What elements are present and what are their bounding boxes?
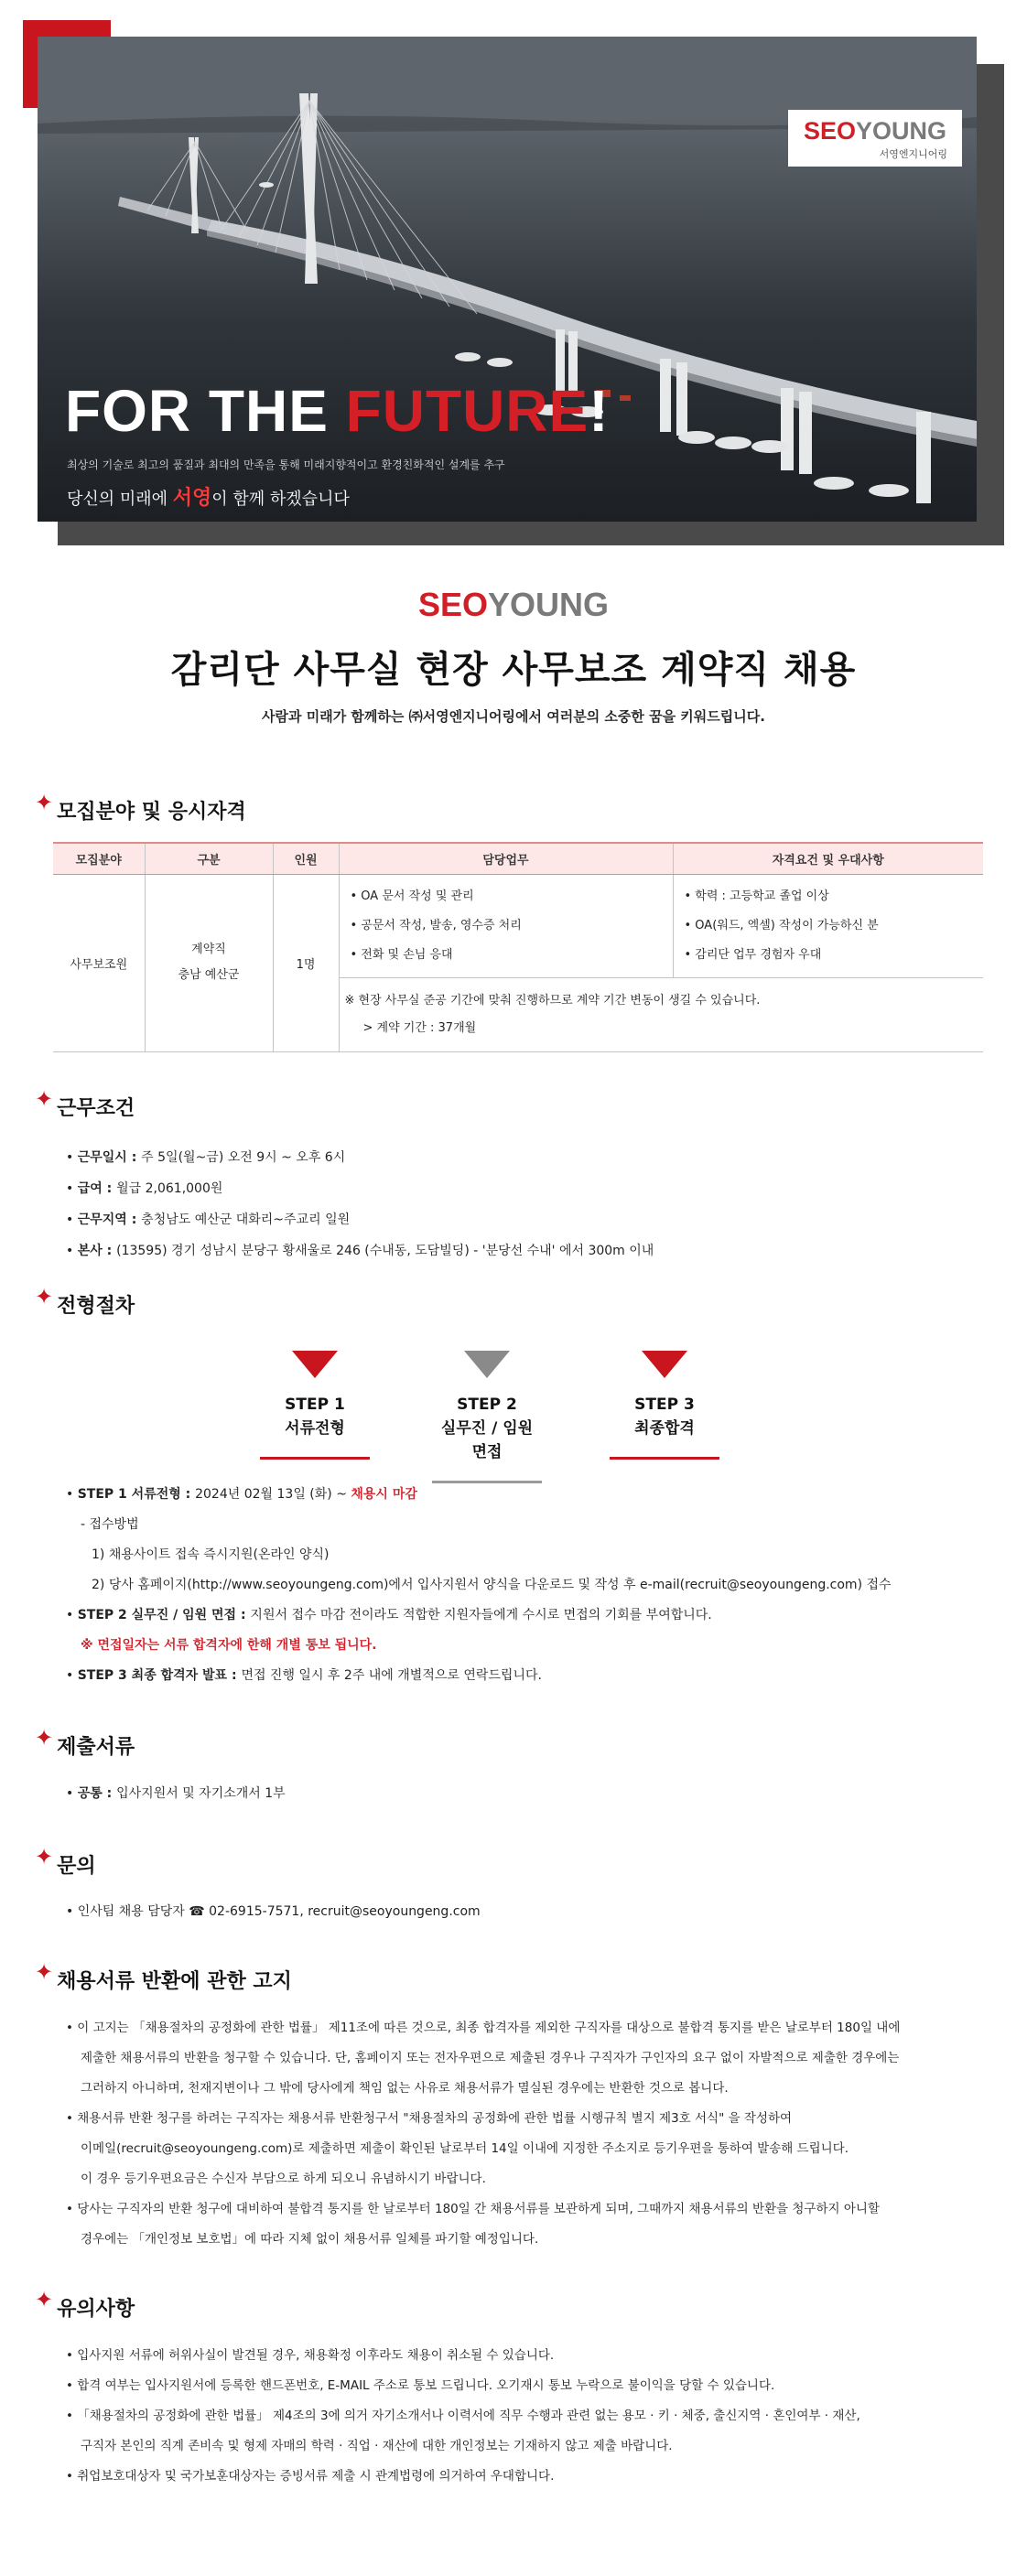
section-process bbox=[35, 1284, 135, 1319]
duty-item: • 전화 및 손님 응대 bbox=[350, 947, 453, 962]
condition-label: 근무일시 : bbox=[77, 1150, 142, 1165]
process-list bbox=[66, 1480, 892, 1691]
table-header: 자격요건 및 우대사항 bbox=[673, 843, 983, 874]
contract-note: ※ 현장 사무실 준공 기간에 맞춰 진행하므로 계약 기간 변동이 생길 수 있습니다. bbox=[344, 993, 761, 1008]
star-icon: ✦ bbox=[35, 1959, 54, 1985]
process-label: STEP 2 실무진 / 임원 면접 : bbox=[77, 1608, 251, 1622]
hero-tagline bbox=[67, 482, 350, 511]
brand-seo: SEO bbox=[417, 586, 488, 623]
count-cell: 1명 bbox=[273, 874, 339, 1051]
table-row bbox=[53, 874, 983, 977]
table-header-row bbox=[53, 843, 983, 874]
step-3 bbox=[610, 1351, 719, 1460]
section-conditions bbox=[35, 1086, 135, 1121]
section-documents bbox=[35, 1725, 135, 1760]
step-number: STEP 3 bbox=[634, 1396, 695, 1414]
return-line: 이메일(recruit@seoyoungeng.com)로 제출하면 제출이 확인된 날로부터 14일 이내에 지정한 주소지로 등기우편을 통하여 발송해 드립니다. bbox=[81, 2141, 849, 2156]
step-number: STEP 2 bbox=[457, 1396, 517, 1414]
step-2 bbox=[432, 1351, 542, 1483]
qual-item: • 감리단 업무 경험자 우대 bbox=[684, 947, 822, 962]
condition-value: 주 5일(월~금) 오전 9시 ~ 오후 6시 bbox=[141, 1150, 346, 1165]
return-line: 제출한 채용서류의 반환을 청구할 수 있습니다. 단, 홈페이지 또는 전자우편으로 제출된 경우나 구직자가 구인자의 요구 없이 자발적으로 제출한 경우에는 bbox=[81, 2051, 900, 2065]
process-step-3 bbox=[66, 1661, 892, 1691]
hero-banner bbox=[23, 20, 1004, 545]
hero-tagline-c: 이 함께 하겠습니다 bbox=[211, 490, 350, 509]
return-line: • 채용서류 반환 청구를 하려는 구직자는 채용서류 반환청구서 "채용절차의 공정화에 관한 법률 시행규칙 별지 제3호 서식" 을 작성하여 bbox=[66, 2111, 793, 2126]
hero-logo bbox=[788, 110, 962, 167]
contract-note-cell bbox=[339, 977, 983, 1051]
note-line: 구직자 본인의 직계 존비속 및 형제 자매의 학력 · 직업 · 재산에 대한 개인정보는 기재하지 않고 제출 바랍니다. bbox=[81, 2439, 673, 2453]
return-line: 그러하지 아니하며, 천재지변이나 그 밖에 당사에게 책임 없는 사유로 채용서류가 멸실된 경우에는 반환한 것으로 봅니다. bbox=[81, 2081, 729, 2096]
condition-item bbox=[66, 1204, 654, 1235]
notes-list bbox=[66, 2341, 860, 2492]
hero-logo-seo: SEO bbox=[803, 117, 856, 145]
step-name: 최종합격 bbox=[634, 1419, 695, 1438]
process-label: STEP 3 최종 합격자 발표 : bbox=[77, 1668, 242, 1683]
process-date: 2024년 02월 13일 (화) ~ bbox=[195, 1487, 351, 1502]
conditions-list bbox=[66, 1142, 654, 1266]
step-underline bbox=[610, 1457, 719, 1460]
process-text: 지원서 접수 마감 전이라도 적합한 지원자들에게 수시로 면접의 기회를 부여합니다. bbox=[250, 1608, 712, 1622]
process-deadline: 채용시 마감 bbox=[351, 1487, 417, 1502]
star-icon: ✦ bbox=[35, 1844, 54, 1870]
process-step-1 bbox=[66, 1480, 892, 1510]
duty-item: • 공문서 작성, 발송, 영수증 처리 bbox=[350, 918, 522, 932]
qual-item: • OA(워드, 엑셀) 작성이 가능하신 분 bbox=[684, 918, 879, 932]
process-method-item: 2) 당사 홈페이지(http://www.seoyoungeng.com)에서 입사지원서 양식을 다운로드 및 작성 후 e-mail(recruit@seoyoungeng.com) 접수 bbox=[92, 1578, 892, 1592]
contact-list bbox=[66, 1896, 481, 1927]
section-notes-title: 유의사항 bbox=[57, 2298, 135, 2321]
type-line: 계약직 bbox=[191, 943, 226, 956]
condition-value: 월급 2,061,000원 bbox=[116, 1181, 223, 1196]
return-list bbox=[66, 2013, 900, 2255]
step-number: STEP 1 bbox=[285, 1396, 345, 1414]
star-icon: ✦ bbox=[35, 1284, 54, 1310]
condition-item bbox=[66, 1235, 654, 1266]
intro-text: 사람과 미래가 함께하는 ㈜서영엔지니어링에서 여러분의 소중한 꿈을 키워드립니다. bbox=[262, 708, 765, 725]
process-note: ※ 면접일자는 서류 합격자에 한해 개별 통보 됩니다. bbox=[81, 1638, 377, 1653]
process-step-2 bbox=[66, 1601, 892, 1631]
section-return-title: 채용서류 반환에 관한 고지 bbox=[57, 1970, 292, 1993]
duties-cell bbox=[339, 874, 673, 977]
star-icon: ✦ bbox=[35, 1725, 54, 1751]
hero-tagline-a: 당신의 미래에 bbox=[67, 490, 173, 509]
table-header: 담당업무 bbox=[339, 843, 673, 874]
table-header: 모집분야 bbox=[53, 843, 145, 874]
qual-item: • 학력 : 고등학교 졸업 이상 bbox=[684, 889, 829, 903]
hero-image bbox=[38, 37, 977, 522]
table-header: 구분 bbox=[145, 843, 273, 874]
step-underline bbox=[260, 1457, 370, 1460]
return-line: • 이 고지는 「채용절차의 공정화에 관한 법률」 제11조에 따른 것으로, 최종 합격자를 제외한 구직자를 대상으로 불합격 통지를 받은 날로부터 180일 내에 bbox=[66, 2021, 901, 2035]
field-cell: 사무보조원 bbox=[53, 874, 145, 1051]
process-label: STEP 1 서류전형 : bbox=[77, 1487, 196, 1502]
recruit-table bbox=[53, 842, 983, 1052]
step-name: 서류전형 bbox=[285, 1419, 345, 1438]
duty-item: • OA 문서 작성 및 관리 bbox=[350, 889, 474, 903]
note-line: • 취업보호대상자 및 국가보훈대상자는 증빙서류 제출 시 관계법령에 의거하여 우대합니다. bbox=[66, 2469, 555, 2484]
hero-title bbox=[65, 377, 610, 445]
star-icon: ✦ bbox=[35, 790, 54, 815]
section-recruit bbox=[35, 790, 246, 825]
document-item bbox=[66, 1778, 286, 1809]
return-line: 경우에는 「개인정보 보호법」에 따라 지체 없이 채용서류 일체를 파기할 예정입니다. bbox=[81, 2232, 539, 2247]
contract-period: > 계약 기간 : 37개월 bbox=[362, 1020, 477, 1035]
brand-young: YOUNG bbox=[488, 586, 610, 623]
type-cell bbox=[145, 874, 273, 1051]
return-line: 이 경우 등기우편요금은 수신자 부담으로 하게 되오니 유념하시기 바랍니다. bbox=[81, 2172, 486, 2186]
section-contact bbox=[35, 1844, 96, 1879]
condition-label: 본사 : bbox=[77, 1244, 117, 1258]
process-method: - 접수방법 bbox=[81, 1517, 139, 1532]
section-notes bbox=[35, 2287, 135, 2322]
table-header: 인원 bbox=[273, 843, 339, 874]
triangle-down-icon bbox=[292, 1351, 338, 1378]
section-process-title: 전형절차 bbox=[57, 1295, 135, 1318]
note-line: • 「채용절차의 공정화에 관한 법률」 제4조의 3에 의거 자기소개서나 이력서에 직무 수행과 관련 없는 용모 · 키 · 체중, 출신지역 · 혼인여부 · 재산, bbox=[66, 2409, 860, 2423]
hero-logo-sub: 서영엔지니어링 bbox=[879, 148, 947, 160]
section-contact-title: 문의 bbox=[57, 1855, 96, 1878]
return-line: • 당사는 구직자의 반환 청구에 대비하여 불합격 통지를 한 날로부터 180일 간 채용서류를 보관하게 되며, 그때까지 채용서류의 반환을 청구하지 아니할 bbox=[66, 2202, 880, 2216]
hero-title-b: FUTURE bbox=[345, 378, 589, 444]
section-recruit-title: 모집분야 및 응시자격 bbox=[57, 801, 246, 824]
documents-list bbox=[66, 1778, 286, 1809]
note-line: • 합격 여부는 입사지원서에 등록한 핸드폰번호, E-MAIL 주소로 통보 드립니다. 오기재시 통보 누락으로 불이익을 당할 수 있습니다. bbox=[66, 2378, 775, 2393]
hero-tagline-b: 서영 bbox=[172, 487, 212, 510]
condition-item bbox=[66, 1173, 654, 1204]
condition-value: (13595) 경기 성남시 분당구 황새울로 246 (수내동, 도담빌딩) - '분당선 수내' 에서 300m 이내 bbox=[116, 1244, 654, 1258]
brand-logo bbox=[0, 586, 1027, 624]
process-text: 면접 진행 일시 후 2주 내에 개별적으로 연락드립니다. bbox=[241, 1668, 542, 1683]
triangle-down-icon bbox=[464, 1351, 510, 1378]
hero-subtitle: 최상의 기술로 최고의 품질과 최대의 만족을 통해 미래지향적이고 환경친화적인 설계를 추구 bbox=[67, 458, 505, 471]
condition-label: 급여 : bbox=[77, 1181, 117, 1196]
triangle-down-icon bbox=[642, 1351, 687, 1378]
star-icon: ✦ bbox=[35, 1086, 54, 1112]
page-title: 감리단 사무실 현장 사무보조 계약직 채용 bbox=[170, 649, 857, 691]
step-1 bbox=[260, 1351, 370, 1460]
section-return bbox=[35, 1959, 292, 1994]
type-line: 충남 예산군 bbox=[178, 968, 240, 982]
star-icon: ✦ bbox=[35, 2287, 54, 2312]
hero-title-c: ! bbox=[589, 378, 610, 444]
condition-value: 충청남도 예산군 대화리~주교리 일원 bbox=[141, 1213, 351, 1227]
hero-logo-young: YOUNG bbox=[856, 117, 947, 145]
section-conditions-title: 근무조건 bbox=[57, 1097, 135, 1120]
document-value: 입사지원서 및 자기소개서 1부 bbox=[116, 1786, 286, 1801]
condition-label: 근무지역 : bbox=[77, 1213, 142, 1227]
section-documents-title: 제출서류 bbox=[57, 1736, 135, 1759]
document-label: 공통 : bbox=[77, 1786, 117, 1801]
quals-cell bbox=[673, 874, 983, 977]
hero-title-a: FOR THE bbox=[65, 378, 346, 444]
contact-item: • 인사팀 채용 담당자 ☎ 02-6915-7571, recruit@seoyoungeng.com bbox=[66, 1896, 481, 1927]
process-method-item: 1) 채용사이트 접속 즉시지원(온라인 양식) bbox=[92, 1547, 330, 1562]
note-line: • 입사지원 서류에 허위사실이 발견될 경우, 채용확정 이후라도 채용이 취소될 수 있습니다. bbox=[66, 2348, 555, 2363]
condition-item bbox=[66, 1142, 654, 1173]
step-name: 실무진 / 임원 면접 bbox=[440, 1419, 534, 1461]
